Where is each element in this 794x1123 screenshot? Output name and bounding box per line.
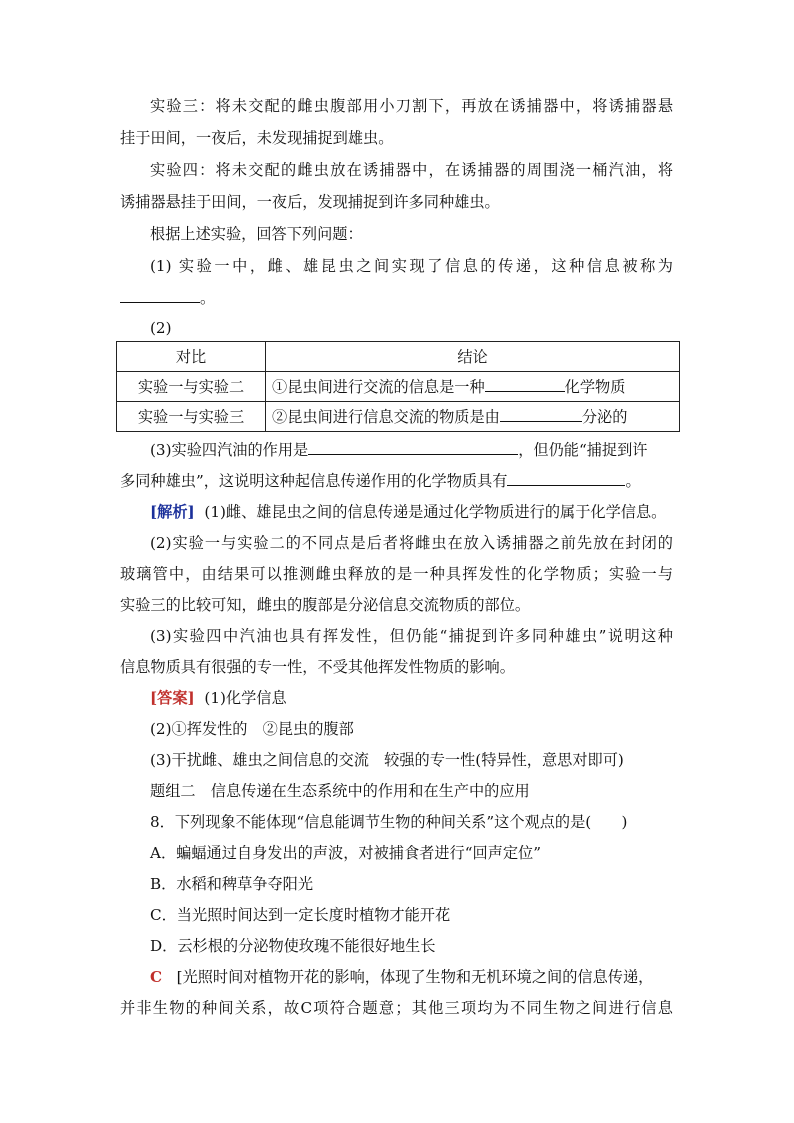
analysis-text: (1)雌、雄昆虫之间的信息传递是通过化学物质进行的属于化学信息。	[204, 503, 667, 521]
explanation-text: [光照时间对植物开花的影响，体现了生物和无机环境之间的信息传递，	[176, 968, 654, 986]
answer-blank	[120, 289, 200, 303]
question-3-line-1	[150, 440, 647, 460]
comparison-table	[116, 341, 680, 432]
question-1-end: 。	[200, 289, 216, 307]
question-3-line-2	[120, 471, 641, 491]
conclusion-text-end: 分泌的	[581, 407, 628, 426]
table-cell-conclusion	[266, 372, 680, 402]
question-2-label: (2)	[150, 319, 172, 337]
answer-line-1	[150, 688, 287, 708]
question-3-text: (3)实验四汽油的作用是	[150, 441, 309, 459]
answer-text: (1)化学信息	[204, 689, 287, 707]
question-3-text: 多同种雄虫”，这说明这种起信息传递作用的化学物质具有	[120, 472, 508, 490]
conclusion-text: ①昆虫间进行交流的信息是一种	[272, 377, 485, 396]
answer-line-3: (3)干扰雌、雄虫之间信息的交流 较强的专一性(特异性，意思对即可)	[150, 751, 624, 769]
answer-blank	[485, 378, 565, 392]
question-3-text-end: 。	[625, 472, 641, 490]
answer-line-2: (2)①挥发性的 ②昆虫的腹部	[150, 720, 354, 738]
conclusion-text: ②昆虫间进行信息交流的物质是由	[272, 407, 500, 426]
question-1-line-2	[120, 288, 215, 308]
option-c: C．当光照时间达到一定长度时植物才能开花	[150, 906, 451, 924]
table-cell-compare: 实验一与实验三	[117, 402, 266, 432]
question-3-text-end: ，但仍能“捕捉到许	[518, 441, 648, 459]
question-8-explanation-line-1	[150, 967, 673, 987]
analysis-tag: [解析]	[150, 503, 195, 521]
question-8-answer: C	[150, 968, 163, 986]
experiment-3-line-2: 挂于田间，一夜后，未发现捕捉到雄虫。	[120, 129, 394, 147]
analysis-3-line-2: 信息物质具有很强的专一性，不受其他挥发性物质的影响。	[120, 658, 515, 676]
table-cell-compare: 实验一与实验二	[117, 372, 266, 402]
option-d: D．云杉根的分泌物使玫瑰不能很好地生长	[150, 937, 436, 955]
experiment-3-line-1: 实验三：将未交配的雌虫腹部用小刀割下，再放在诱捕器中，将诱捕器悬	[150, 97, 673, 115]
question-8-explanation-line-2: 并非生物的种间关系，故C项符合题意；其他三项均为不同生物之间进行信息	[120, 999, 673, 1017]
answer-blank	[500, 408, 582, 422]
analysis-2-line-3: 实验三的比较可知，雌虫的腹部是分泌信息交流物质的部位。	[120, 596, 531, 614]
table-header-row	[117, 342, 680, 372]
question-1-line-1: (1) 实验一中，雌、雄昆虫之间实现了信息的传递，这种信息被称为	[150, 257, 673, 275]
table-row	[117, 402, 680, 432]
analysis-3-line-1: (3)实验四中汽油也具有挥发性，但仍能“捕捉到许多同种雄虫”说明这种	[150, 627, 673, 645]
question-8-stem: 8．下列现象不能体现“信息能调节生物的种间关系”这个观点的是( )	[150, 813, 628, 831]
answer-blank	[308, 441, 518, 455]
answer-tag: [答案]	[150, 689, 195, 707]
questions-prompt: 根据上述实验，回答下列问题：	[150, 225, 363, 243]
experiment-4-line-2: 诱捕器悬挂于田间，一夜后，发现捕捉到许多同种雄虫。	[120, 193, 500, 211]
option-a: A．蝙蝠通过自身发出的声波，对被捕食者进行“回声定位”	[150, 844, 541, 862]
table-header-conclusion: 结论	[266, 342, 680, 372]
table-row	[117, 372, 680, 402]
conclusion-text-end: 化学物质	[564, 377, 626, 396]
table-header-compare: 对比	[117, 342, 266, 372]
analysis-line-1	[150, 502, 666, 522]
answer-blank	[507, 472, 625, 486]
experiment-4-line-1: 实验四：将未交配的雌虫放在诱捕器中，在诱捕器的周围浇一桶汽油，将	[150, 161, 673, 179]
analysis-2-line-1: (2)实验一与实验二的不同点是后者将雌虫在放入诱捕器之前先放在封闭的	[150, 534, 673, 552]
option-b: B．水稻和稗草争夺阳光	[150, 875, 314, 893]
analysis-2-line-2: 玻璃管中，由结果可以推测雌虫释放的是一种具挥发性的化学物质；实验一与	[120, 565, 673, 583]
table-cell-conclusion	[266, 402, 680, 432]
question-group-2-heading: 题组二 信息传递在生态系统中的作用和在生产中的应用	[150, 782, 530, 800]
